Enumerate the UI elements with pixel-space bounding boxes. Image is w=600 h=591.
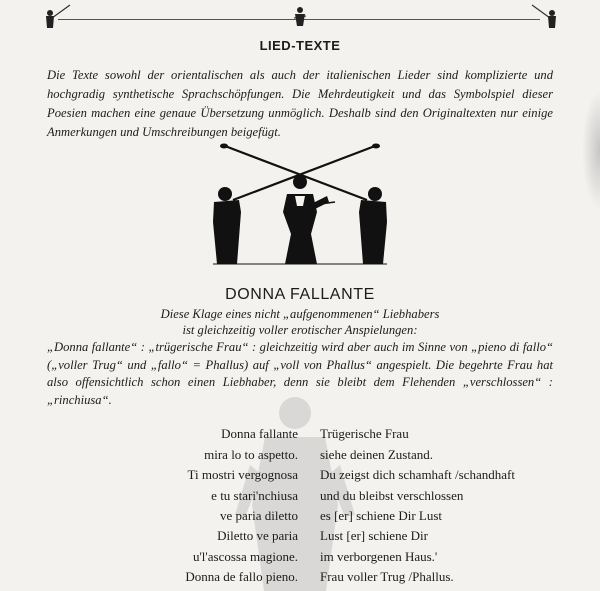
italian-verse-line: Donna de fallo pieno. [185, 569, 298, 585]
german-verse-line: es [er] schiene Dir Lust [320, 508, 443, 524]
german-verse-line: und du bleibst verschlossen [320, 487, 464, 503]
italian-verse-line: Ti mostri vergognosa [187, 467, 298, 483]
italian-verse-line: Donna fallante [221, 426, 298, 441]
song-note: „Donna fallante“ : „trügerische Frau“ : gleichzeitig wird aber auch im Sinne von „pieno di fallo“ („voller Trug“ und „fallo“ = Phallus) auf „voll von Phallus“ angespielt. Die begehrte Frau hat also offensichtlich schon einen Liebhaber, denn sie bleibt dem Flehenden „verschlossen“ : „rinchiusa“. [47, 340, 553, 407]
german-verse-line: Trügerische Frau [320, 426, 409, 441]
musician-icon [292, 6, 308, 26]
song-subtitle-line: ist gleichzeitig voller erotischer Anspielungen: [182, 323, 418, 337]
italian-verse-line: u'l'ascossa magione. [192, 548, 298, 564]
song-subtitle-line: Diese Klage eines nicht „aufgenommenen“ Liebhabers [160, 307, 440, 321]
page-title: LIED-TEXTE [259, 38, 341, 53]
italian-stanza-1 [187, 424, 298, 527]
german-verse-line: Du zeigst dich schamhaft /schandhaft [320, 467, 515, 483]
german-verse-line: im verborgenen Haus.' [320, 548, 438, 564]
italian-stanza-2 [185, 526, 298, 588]
german-verse-line: Frau voller Trug /Phallus. [320, 569, 454, 585]
trumpeter-icon [530, 2, 562, 28]
intro-paragraph: Die Texte sowohl der orientalischen als auch der italienischen Lieder sind komplizierte und hochgradig synthetische Sprachschöpfungen. Die Mehrdeutigkeit und das Symbolspiel dieser Poesien machen eine genaue Übersetzung unmöglich. Deshalb sind den Originaltexten nur einige Anmerkungen und Umschreibungen beigefügt. [47, 68, 553, 139]
italian-verse-line: mira lo to aspetto. [204, 446, 298, 462]
song-title: DONNA FALLANTE [225, 286, 375, 303]
german-verse-line: siehe deinen Zustand. [320, 446, 433, 462]
song-subtitle [0, 306, 600, 338]
three-musicians-with-trumpets-icon [205, 142, 395, 266]
italian-verse-line: e tu stari'nchiusa [211, 487, 298, 503]
german-verse-line: Lust [er] schiene Dir [320, 528, 428, 543]
german-stanza-1 [320, 424, 515, 527]
trumpeter-icon [40, 2, 72, 28]
italian-verse-line: Diletto ve paria [217, 528, 298, 543]
german-stanza-2 [320, 526, 454, 588]
page-shadow [582, 90, 600, 210]
italian-verse-line: ve paria diletto [220, 508, 298, 524]
